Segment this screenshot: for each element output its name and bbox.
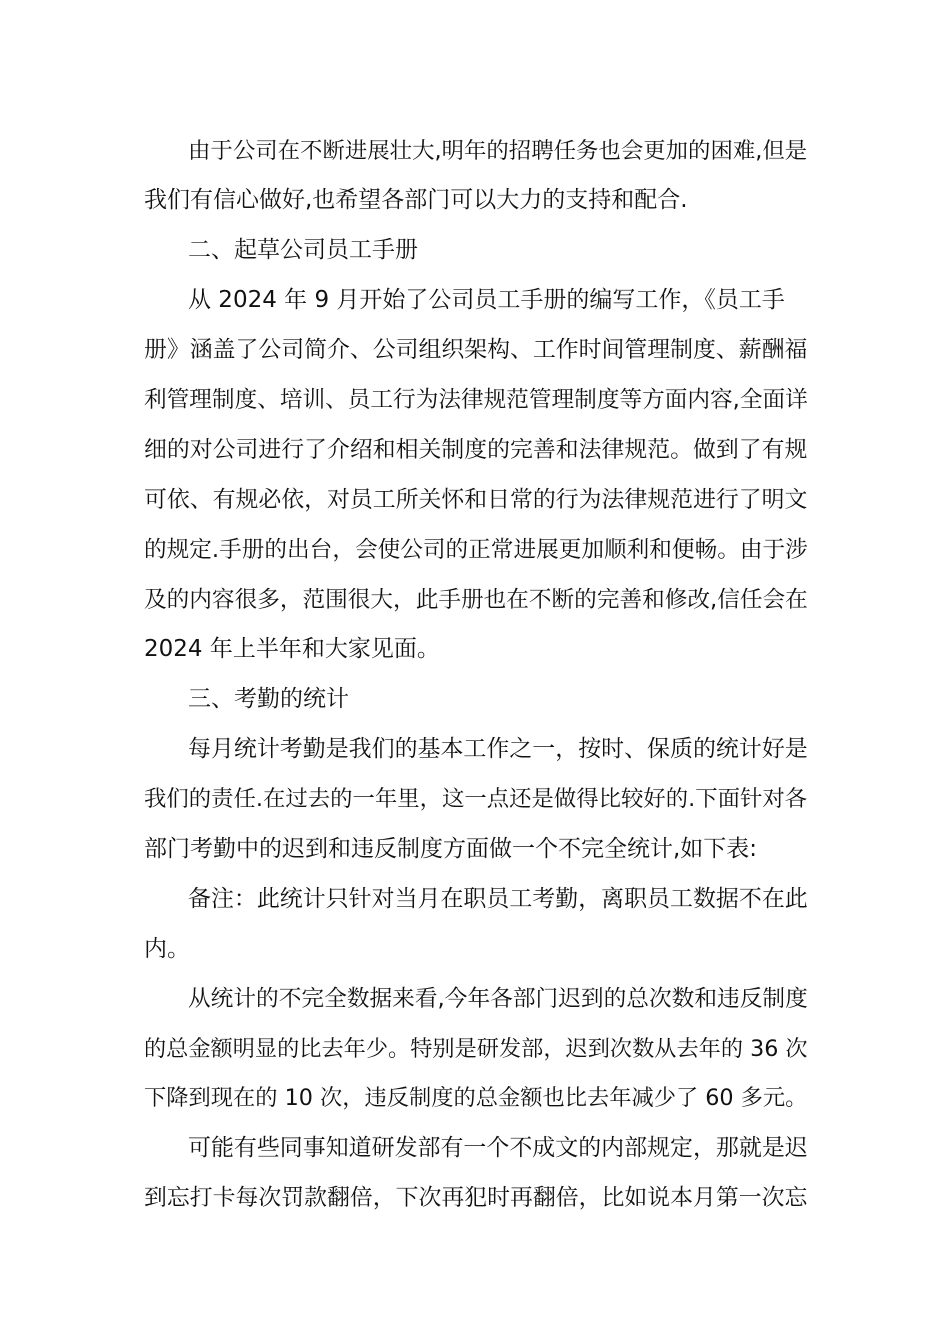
paragraph-line: 下降到现在的 10 次，违反制度的总金额也比去年减少了 60 多元。 <box>144 1085 808 1111</box>
paragraph-line: 及的内容很多，范围很大，此手册也在不断的完善和修改,信任会在 <box>144 587 808 613</box>
note-line: 备注：此统计只针对当月在职员工考勤，离职员工数据不在此 <box>188 886 808 912</box>
paragraph-line: 从统计的不完全数据来看,今年各部门迟到的总次数和违反制度 <box>188 986 808 1012</box>
paragraph-line: 册》涵盖了公司简介、公司组织架构、工作时间管理制度、薪酬福 <box>144 337 808 363</box>
paragraph-line: 部门考勤中的迟到和违反制度方面做一个不完全统计,如下表: <box>144 836 758 862</box>
paragraph-line: 从 2024 年 9 月开始了公司员工手册的编写工作，《员工手 <box>188 287 785 313</box>
paragraph-line: 可依、有规必依，对员工所关怀和日常的行为法律规范进行了明文 <box>144 487 808 513</box>
paragraph-line: 每月统计考勤是我们的基本工作之一，按时、保质的统计好是 <box>188 736 808 762</box>
paragraph-line: 利管理制度、培训、员工行为法律规范管理制度等方面内容,全面详 <box>144 387 808 413</box>
paragraph-line: 到忘打卡每次罚款翻倍，下次再犯时再翻倍，比如说本月第一次忘 <box>144 1185 808 1211</box>
note-line: 内。 <box>144 936 190 962</box>
section-heading: 三、考勤的统计 <box>188 686 349 712</box>
section-heading: 二、起草公司员工手册 <box>188 237 418 263</box>
paragraph-line: 2024 年上半年和大家见面。 <box>144 636 440 662</box>
paragraph-line: 的规定.手册的出台，会使公司的正常进展更加顺利和便畅。由于涉 <box>144 537 808 563</box>
paragraph-line: 由于公司在不断进展壮大,明年的招聘任务也会更加的困难,但是 <box>188 138 808 164</box>
paragraph-line: 可能有些同事知道研发部有一个不成文的内部规定，那就是迟 <box>188 1135 808 1161</box>
paragraph-line: 我们有信心做好,也希望各部门可以大力的支持和配合. <box>144 187 688 213</box>
paragraph-line: 我们的责任.在过去的一年里，这一点还是做得比较好的.下面针对各 <box>144 786 808 812</box>
paragraph-line: 的总金额明显的比去年少。特别是研发部，迟到次数从去年的 36 次 <box>144 1036 808 1062</box>
paragraph-line: 细的对公司进行了介绍和相关制度的完善和法律规范。做到了有规 <box>144 437 808 463</box>
